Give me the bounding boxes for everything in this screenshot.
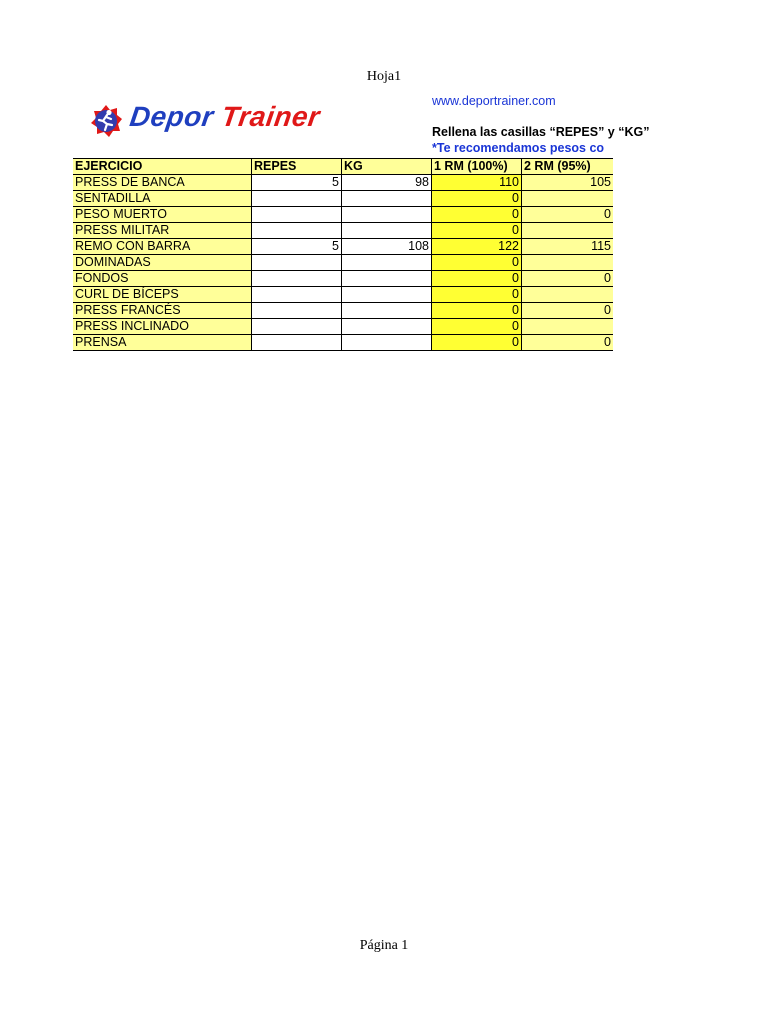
- repes-cell[interactable]: [252, 207, 342, 223]
- table-row: [73, 175, 613, 191]
- col-header-1rm: 1 RM (100%): [432, 159, 522, 175]
- repes-cell[interactable]: [252, 191, 342, 207]
- rm2-cell: [522, 191, 614, 207]
- rm2-cell: [522, 319, 614, 335]
- rm2-cell: [522, 223, 614, 239]
- repes-cell[interactable]: [252, 287, 342, 303]
- deportrainer-logo: [88, 101, 358, 141]
- table-row: [73, 287, 613, 303]
- rm2-cell: 0: [522, 303, 614, 319]
- repes-cell[interactable]: [252, 303, 342, 319]
- instructions-cell: [430, 125, 650, 159]
- rm1-cell: 0: [432, 191, 522, 207]
- rm-table: [73, 158, 613, 351]
- kg-cell[interactable]: [342, 191, 432, 207]
- kg-cell[interactable]: [342, 255, 432, 271]
- col-header-repes: REPES: [252, 159, 342, 175]
- rm1-cell: 0: [432, 223, 522, 239]
- rm2-cell: 115: [522, 239, 614, 255]
- exercise-cell: SENTADILLA: [73, 191, 252, 207]
- table-row: [73, 207, 613, 223]
- repes-cell[interactable]: [252, 223, 342, 239]
- exercise-cell: DOMINADAS: [73, 255, 252, 271]
- repes-cell[interactable]: [252, 255, 342, 271]
- rm2-cell: 105: [522, 175, 614, 191]
- instruction-line-2: *Te recomendamos pesos co: [432, 141, 605, 155]
- table-row: [73, 303, 613, 319]
- table-row: [73, 191, 613, 207]
- repes-cell[interactable]: 5: [252, 239, 342, 255]
- table-row: [73, 319, 613, 335]
- exercise-cell: PRESS DE BANCA: [73, 175, 252, 191]
- rm2-cell: [522, 287, 614, 303]
- rm1-cell: 0: [432, 255, 522, 271]
- logo-word-trainer: Trainer: [219, 101, 322, 132]
- repes-cell[interactable]: [252, 319, 342, 335]
- kg-cell[interactable]: [342, 303, 432, 319]
- kg-cell[interactable]: [342, 335, 432, 351]
- col-header-2rm: 2 RM (95%): [522, 159, 614, 175]
- instruction-line-1: Rellena las casillas “REPES” y “KG”: [432, 125, 650, 139]
- exercise-cell: PESO MUERTO: [73, 207, 252, 223]
- exercise-cell: PRESS FRANCÉS: [73, 303, 252, 319]
- exercise-cell: REMO CON BARRA: [73, 239, 252, 255]
- repes-cell[interactable]: 5: [252, 175, 342, 191]
- col-header-ejercicio: EJERCICIO: [73, 159, 252, 175]
- col-header-kg: KG: [342, 159, 432, 175]
- kg-cell[interactable]: 108: [342, 239, 432, 255]
- rm2-cell: 0: [522, 271, 614, 287]
- rm2-cell: 0: [522, 335, 614, 351]
- table-row: [73, 239, 613, 255]
- kg-cell[interactable]: [342, 207, 432, 223]
- rm1-cell: 110: [432, 175, 522, 191]
- table-row: [73, 271, 613, 287]
- exercise-cell: FONDOS: [73, 271, 252, 287]
- table-row: [73, 335, 613, 351]
- rm1-cell: 0: [432, 271, 522, 287]
- rm1-cell: 0: [432, 207, 522, 223]
- rm2-cell: 0: [522, 207, 614, 223]
- logo-word-depor: Depor: [127, 101, 216, 132]
- exercise-cell: CURL DE BÍCEPS: [73, 287, 252, 303]
- page-footer: Página 1: [359, 938, 409, 953]
- runner-badge-icon: [88, 103, 124, 139]
- rm1-cell: 0: [432, 287, 522, 303]
- kg-cell[interactable]: 98: [342, 175, 432, 191]
- sheet-title: Hoja1: [366, 69, 402, 84]
- website-link[interactable]: www.deportrainer.com: [432, 94, 556, 108]
- kg-cell[interactable]: [342, 223, 432, 239]
- exercise-cell: PRENSA: [73, 335, 252, 351]
- repes-cell[interactable]: [252, 271, 342, 287]
- table-row: [73, 255, 613, 271]
- rm1-cell: 0: [432, 335, 522, 351]
- repes-cell[interactable]: [252, 335, 342, 351]
- exercise-cell: PRESS INCLINADO: [73, 319, 252, 335]
- rm1-cell: 0: [432, 319, 522, 335]
- kg-cell[interactable]: [342, 319, 432, 335]
- kg-cell[interactable]: [342, 287, 432, 303]
- logo-wordmark: [128, 101, 322, 133]
- rm2-cell: [522, 255, 614, 271]
- rm1-cell: 0: [432, 303, 522, 319]
- kg-cell[interactable]: [342, 271, 432, 287]
- exercise-cell: PRESS MILITAR: [73, 223, 252, 239]
- table-header-row: [73, 159, 613, 175]
- rm1-cell: 122: [432, 239, 522, 255]
- table-row: [73, 223, 613, 239]
